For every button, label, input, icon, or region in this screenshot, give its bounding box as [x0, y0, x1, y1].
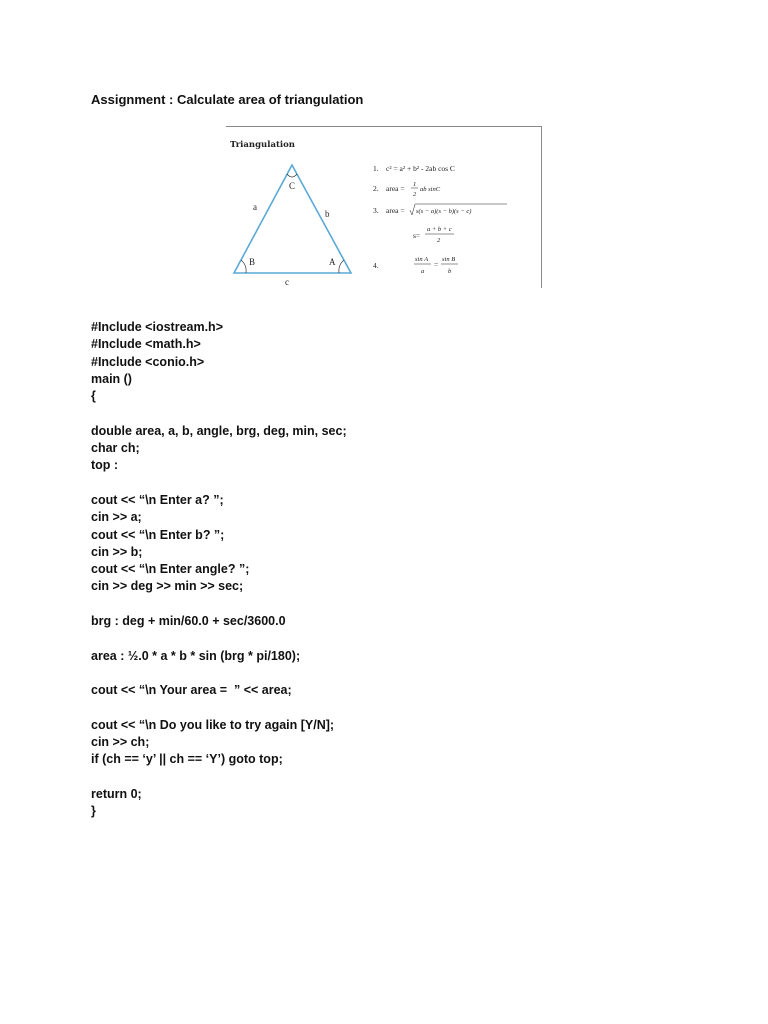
code-line — [91, 475, 651, 492]
formula-2-frac-num: 1 — [413, 181, 417, 188]
code-line: area : ½.0 * a * b * sin (brg * pi/180); — [91, 648, 301, 663]
side-label-c: c — [285, 277, 289, 287]
code-line: cin >> ch; — [91, 735, 150, 750]
code-line: #Include <math.h> — [91, 337, 201, 352]
angle-a-arc — [339, 260, 344, 273]
s-definition-den: 2 — [437, 237, 441, 244]
formula-2-number: 2. — [373, 184, 379, 193]
formula-4-right-den: b — [448, 268, 452, 275]
formula-1-number: 1. — [373, 164, 379, 173]
code-line — [91, 596, 651, 613]
code-line: #Include <conio.h> — [91, 354, 205, 369]
formula-4-left-den: a — [421, 268, 425, 275]
code-line: if (ch == ‘y’ || ch == ‘Y’) goto top; — [91, 752, 283, 767]
formula-4-left-num: sin A — [415, 256, 429, 263]
side-label-a: a — [253, 202, 257, 212]
code-line — [91, 665, 651, 682]
code-line: cout << “\n Enter b? ”; — [91, 527, 225, 542]
vertex-label-b: B — [249, 257, 256, 267]
code-line: cout << “\n Enter a? ”; — [91, 492, 224, 507]
side-label-b: b — [325, 209, 330, 219]
code-line: cout << “\n Your area = ” << area; — [91, 683, 292, 698]
code-line: return 0; — [91, 787, 142, 802]
code-line: cin >> a; — [91, 510, 142, 525]
formula-2-frac-den: 2 — [413, 191, 417, 198]
vertex-label-a: A — [329, 257, 336, 267]
angle-b-arc — [241, 260, 246, 273]
code-line: } — [91, 804, 96, 819]
formula-2-rest: ab sinC — [420, 186, 441, 193]
vertex-label-c: C — [289, 181, 296, 191]
figure-title: Triangulation — [230, 140, 295, 150]
code-line: top : — [91, 458, 119, 473]
formula-3-radicand: s(s − a)(s − b)(s − c) — [416, 208, 472, 215]
code-line: cin >> b; — [91, 544, 143, 559]
assignment-title: Assignment : Calculate area of triangulation — [91, 92, 364, 107]
formula-1: c² = a² + b² - 2ab cos C — [386, 164, 455, 173]
s-definition-num: a + b + c — [427, 226, 452, 233]
code-line: char ch; — [91, 441, 140, 456]
code-line — [91, 700, 651, 717]
code-line — [91, 769, 651, 786]
code-line — [91, 405, 651, 422]
angle-c-arc — [287, 174, 297, 177]
code-line: cout << “\n Do you like to try again [Y/N]; — [91, 717, 335, 732]
code-line: main () — [91, 371, 132, 386]
code-line: double area, a, b, angle, brg, deg, min, sec; — [91, 423, 347, 438]
triangulation-figure — [226, 126, 542, 288]
formula-4-right-num: sin B — [442, 256, 456, 263]
code-line: brg : deg + min/60.0 + sec/3600.0 — [91, 614, 286, 629]
code-listing — [91, 319, 651, 821]
formula-4-equals: = — [434, 260, 439, 269]
formula-2-lead: area = — [386, 184, 405, 193]
s-definition-lead: s= — [413, 231, 421, 240]
code-line: cout << “\n Enter angle? ”; — [91, 562, 250, 577]
code-line: cin >> deg >> min >> sec; — [91, 579, 244, 594]
triangle-diagram — [226, 127, 542, 289]
formula-3-lead: area = — [386, 206, 405, 215]
code-line — [91, 630, 651, 647]
code-line: #Include <iostream.h> — [91, 320, 223, 334]
formula-4-number: 4. — [373, 261, 379, 270]
code-line: { — [91, 389, 96, 404]
formula-3-number: 3. — [373, 206, 379, 215]
